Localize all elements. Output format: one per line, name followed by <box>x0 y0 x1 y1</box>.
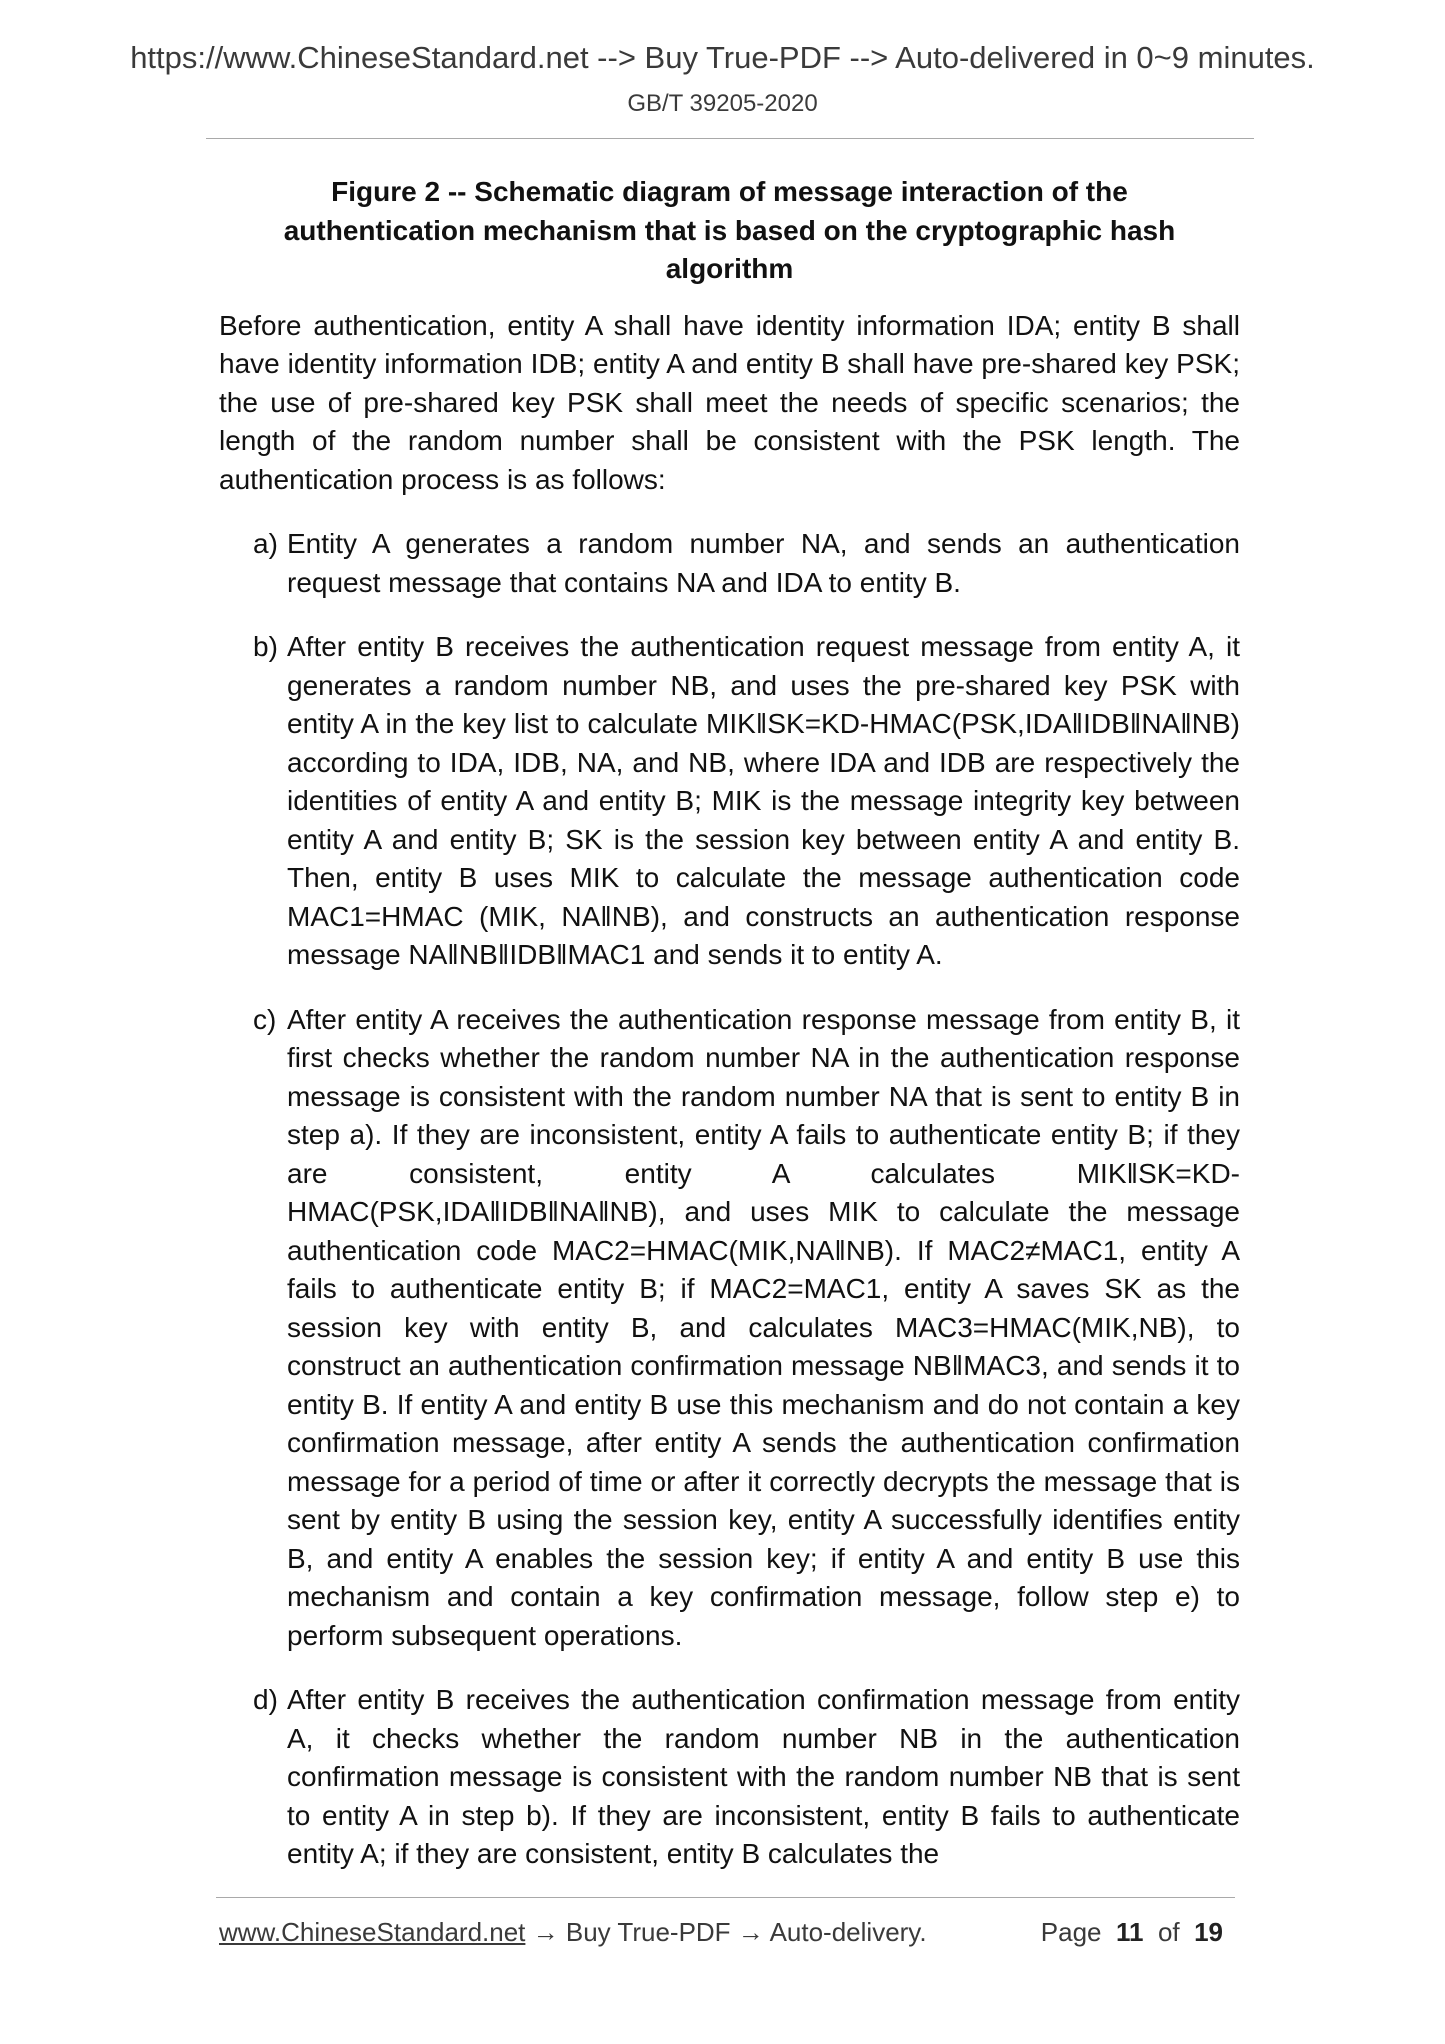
list-item-text: After entity B receives the authentication confirmation message from entity A, it checks whether the random number NB in the authentication confirmation message is consistent with the random number NB that is sent to entity A in step b). If they are inconsistent, entity B fails to authenticate entity A; if they are consistent, entity B calculates the <box>287 1684 1240 1869</box>
footer-left <box>219 1917 927 1947</box>
list-item-text: Entity A generates a random number NA, and sends an authentication request message that contains NA and IDA to entity B. <box>287 528 1240 598</box>
total-page-number: 19 <box>1194 1917 1223 1947</box>
list-marker: c) <box>253 1003 277 1035</box>
document-id: GB/T 39205-2020 <box>627 90 818 117</box>
list-marker: b) <box>253 631 278 662</box>
current-page-number: 11 <box>1115 1917 1144 1947</box>
intro-paragraph: Before authentication, entity A shall have identity information IDA; entity B shall have identity information IDB; entity A and entity B shall have pre-shared key PSK; the use of pre-shared key PSK shall meet the needs of specific scenarios; the length of the random number shall be consistent with the PSK length. The authentication process is as follows: <box>219 309 1240 495</box>
chinesestandard-link[interactable]: www.ChineseStandard.net <box>219 1917 526 1947</box>
figure-caption: Figure 2 -- Schematic diagram of message interaction of the authentication mechanism that is based on the cryptographic hash algorithm <box>283 176 1176 284</box>
page-label: Page <box>1040 1917 1102 1947</box>
footer-divider <box>216 1897 1235 1898</box>
list-marker: d) <box>253 1684 278 1715</box>
list-marker: a) <box>253 528 278 559</box>
list-item-text: After entity B receives the authentication request message from entity A, it generates a random number NB, and uses the pre-shared key PSK with entity A in the key list to calculate MIK‖SK=KD-HMAC(PSK,IDA‖IDB‖NA‖NB) according to IDA, IDB, NA, and NB, where IDA and IDB are respectively the identities of entity A and entity B; MIK is the message integrity key between entity A and entity B; SK is the session key between entity A and entity B. Then, entity B uses MIK to calculate the message authentication code MAC1=HMAC (MIK, NA‖NB), and constructs an authentication response message NA‖NB‖IDB‖MAC1 and sends it to entity A. <box>287 631 1240 970</box>
list-item-b <box>219 628 1240 975</box>
list-item-text: After entity A receives the authentication response message from entity B, it first checks whether the random number NA in the authentication response message is consistent with the random number NA that is sent to entity B in step a). If they are inconsistent, entity A fails to authenticate entity B; if they are consistent, entity A calculates MIK‖SK=KD-HMAC(PSK,IDA‖IDB‖NA‖NB), and uses MIK to calculate the message authentication code MAC2=HMAC(MIK,NA‖NB). If MAC2≠MAC1, entity A fails to authenticate entity B; if MAC2=MAC1, entity A saves SK as the session key with entity B, and calculates MAC3=HMAC(MIK,NB), to construct an authentication confirmation message NB‖MAC3, and sends it to entity B. If entity A and entity B use this mechanism and do not contain a key confirmation message, after entity A sends the authentication confirmation message for a period of time or after it correctly decrypts the message that is sent by entity B using the session key, entity A successfully identifies entity B, and entity A enables the session key; if entity A and entity B use this mechanism and contain a key confirmation message, follow step e) to perform subsequent operations. <box>287 1003 1240 1651</box>
page-of-label: of <box>1157 1917 1180 1947</box>
page-indicator <box>1041 1917 1223 1948</box>
top-banner: https://www.ChineseStandard.net --> Buy True-PDF --> Auto-delivered in 0~9 minutes. <box>130 40 1315 75</box>
footer-tagline: → Buy True-PDF → Auto-delivery. <box>525 1917 927 1947</box>
list-item-c <box>219 1001 1240 1656</box>
header-divider <box>206 138 1254 139</box>
page-body <box>219 173 1240 1900</box>
page-footer <box>219 1917 1235 1948</box>
list-item-a <box>219 525 1240 602</box>
list-item-d <box>219 1681 1240 1874</box>
